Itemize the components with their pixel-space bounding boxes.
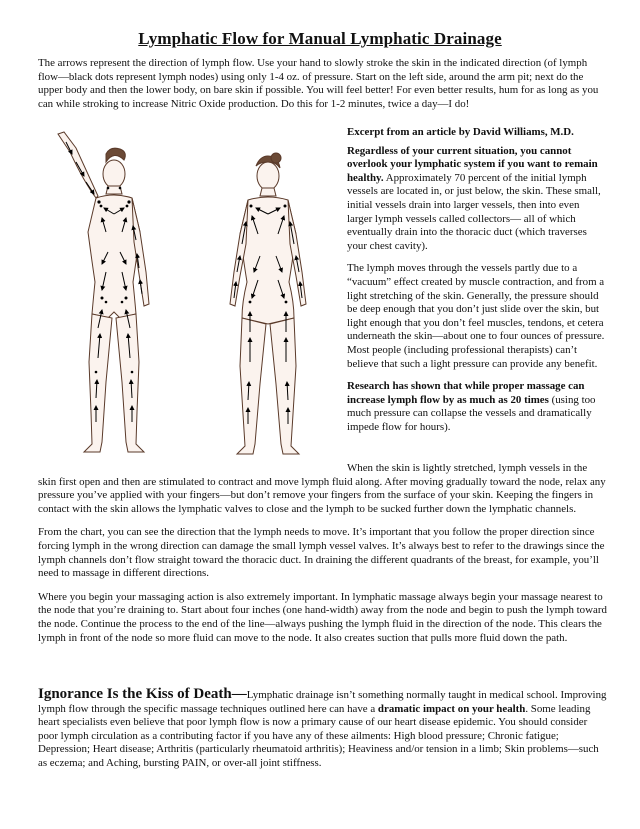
- ignorance-bold: dramatic impact on your health: [377, 702, 526, 715]
- excerpt-paragraph-1-text: Approximately 70 percent of the initial lymph vessels are located in, or just below, the skin. These small, initial vessels drain into larger vessels, then into even larger lymph vessels called collectors— all of which eventually drain into the thoracic duct (which traverses your chest cavity).: [347, 171, 601, 252]
- excerpt-paragraph-1: [347, 145, 607, 254]
- body-paragraph-skin-stretch: When the skin is lightly stretched, lymph vessels in the skin first open and then are stimulated to contract and move lymph fluid along. After moving gradually toward the node, relax any pressure you’ve applied with your fingers—but don’t remove your fingers from the surface of your skin. Keeping the fingers in contact with the skin allows the lymphatic valves to close and the lymph to be sucked further down the lymphatic channels.: [38, 462, 606, 515]
- ignorance-section: [38, 688, 608, 771]
- ignorance-heading: Ignorance Is the Kiss of Death—: [38, 686, 247, 702]
- front-body-figure: [58, 132, 149, 452]
- page-title: Lymphatic Flow for Manual Lymphatic Drainage: [138, 29, 502, 48]
- lymph-flow-figure: [36, 122, 341, 464]
- intro-paragraph: The arrows represent the direction of lymph flow. Use your hand to slowly stroke the skin in the indicated direction (of lymph flow—black dots represent lymph nodes) using only 1-4 oz. of pressure. Start on the left side, around the arm pit; next do the upper body and then the lower body, on bare skin if possible. You will feel better! For even better results, hum for as long as you can while stroking to increase Nitric Oxide production. Do this for 1-2 minutes, twice a day—I do!: [38, 57, 599, 110]
- ignorance-text-1: Lymphatic drainage isn’t something normally taught in medical school. Improving lymph flow through the specific massage techniques outlined here can have a: [38, 689, 607, 715]
- excerpt-paragraph-1-bold: Regardless of your current situation, you cannot overlook your lymphatic system if you want to remain healthy.: [347, 144, 598, 184]
- lymph-flow-illustration: [36, 122, 341, 464]
- excerpt-paragraph-2: The lymph moves through the vessels partly due to a “vacuum” effect created by muscle contraction, and from a light stretching of the skin. Generally, the pressure should be deep enough that you don’t just slide over the skin, but light enough that you don’t feel muscles, tendons, et cetera underneath the skin—about one to four ounces of pressure. Most people (including professional therapists) can’t believe that such a light pressure can provide any benefit.: [347, 262, 605, 370]
- body-paragraph-where-to-begin: Where you begin your massaging action is also extremely important. In lymphatic massage always begin your massage nearest to the node that you’re draining to. Start about four inches (one hand-width) away from the node and begin to push the lymph toward the node. Continue the process to the end of the line—always pushing the lymph fluid in the direction of the node. This clears the lymph in front of the node so more fluid can move to the node. It also creates suction that pulls more fluid down the path.: [38, 590, 607, 644]
- excerpt-paragraph-3-bold: Research has shown that while proper massage can increase lymph flow by as much as 20 times: [347, 380, 585, 406]
- back-body-figure: [230, 153, 306, 454]
- body-paragraph-chart-direction: From the chart, you can see the direction that the lymph needs to move. It’s important that you follow the proper direction since forcing lymph in the wrong direction can damage the small lymph vessel valves. It’s always best to refer to the drawings since the lymph channels don’t flow straight toward the thoracic duct. In draining the different quadrants of the breast, for example, you’ll need to massage in different directions.: [38, 526, 605, 580]
- excerpt-paragraph-3: [347, 380, 607, 434]
- excerpt-heading: Excerpt from an article by David Williams, M.D.: [347, 126, 574, 138]
- article-body: [38, 462, 608, 655]
- ignorance-text-2: . Some leading heart specialists even believe that poor lymph flow is now a primary cause of our heart disease epidemic. You should consider poor lymph circulation as a contributing factor if you have any of these ailments: High blood pressure; Chronic fatigue; Depression; Heart disease; Arthritis (particularly rheumatoid arthritis); Heaviness and/or tension in a limb; Skin problems—such as eczema; and Aching, bursting PAIN, or over-all joint stiffness.: [38, 702, 599, 769]
- excerpt-paragraph-3-text: (using too much pressure can collapse the vessels and dramatically impede flow for hours).: [347, 393, 596, 433]
- article-excerpt-column: [347, 126, 607, 443]
